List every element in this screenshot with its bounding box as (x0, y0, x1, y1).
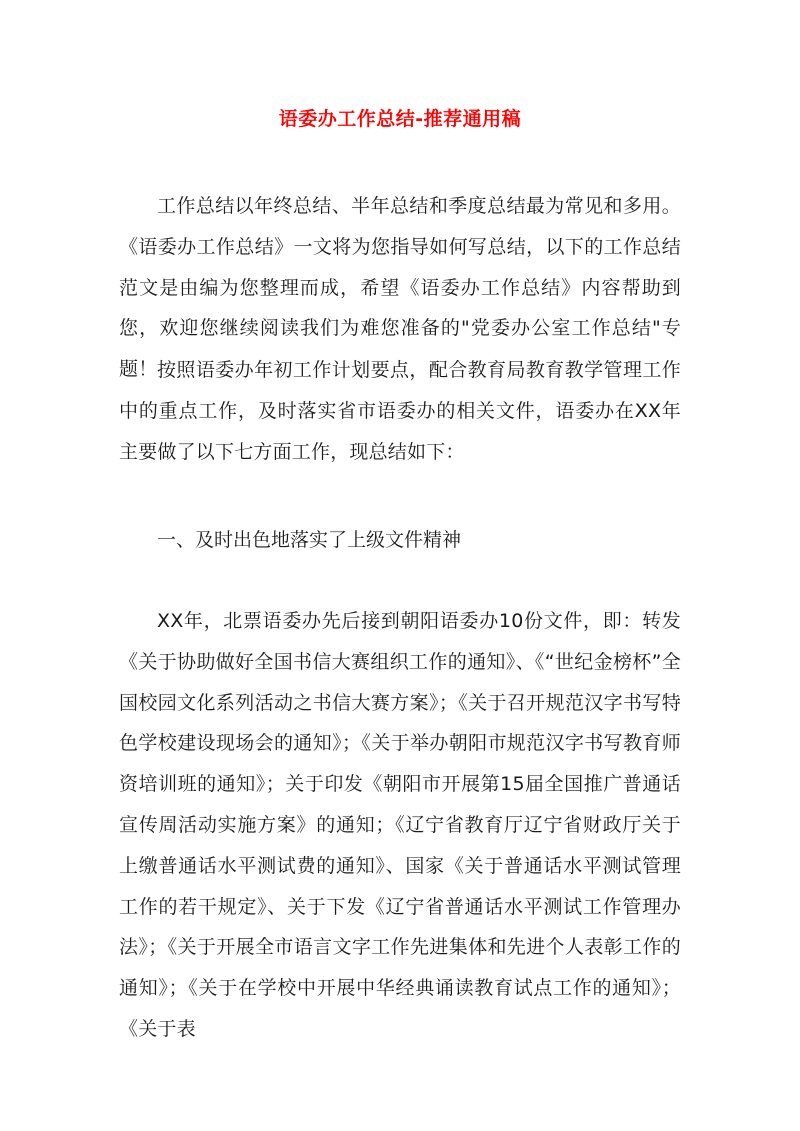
section-paragraph: XX年，北票语委办先后接到朝阳语委办10份文件，即：转发《关于协助做好全国书信大赛组织工作的通知》、《“世纪金榜杯”全国校园文化系列活动之书信大赛方案》；《关于召开规范汉字书写特色学校建设现场会的通知》；《关于举办朝阳市规范汉字书写教育师资培训班的通知》；关于印发《朝阳市开展第15届全国推广普通话宣传周活动实施方案》的通知；《辽宁省教育厅辽宁省财政厅关于上缴普通话水平测试费的通知》、国家《关于普通话水平测试管理工作的若干规定》、关于下发《辽宁省普通话水平测试工作管理办法》；《关于开展全市语言文字工作先进集体和先进个人表彰工作的通知》；《关于在学校中开展中华经典诵读教育试点工作的通知》；《关于表 (119, 610, 681, 1040)
section-paragraph-block (119, 601, 681, 1050)
plan-paragraph: 按照语委办年初工作计划要点，配合教育局教育教学管理工作中的重点工作，及时落实省市语委办的相关文件，语委办在XX年主要做了以下七方面工作，现总结如下： (119, 359, 681, 463)
intro-paragraph: 工作总结以年终总结、半年总结和季度总结最为常见和多用。《语委办工作总结》一文将为您指导如何写总结，以下的工作总结范文是由编为您整理而成，希望《语委办工作总结》内容帮助到您，欢迎您继续阅读我们为难您准备的"党委办公室工作总结"专题！ (119, 195, 681, 381)
section-heading: 一、及时出色地落实了上级文件精神 (157, 529, 462, 551)
plan-paragraph-block (119, 350, 681, 472)
document-title: 语委办工作总结-推荐通用稿 (278, 108, 522, 130)
